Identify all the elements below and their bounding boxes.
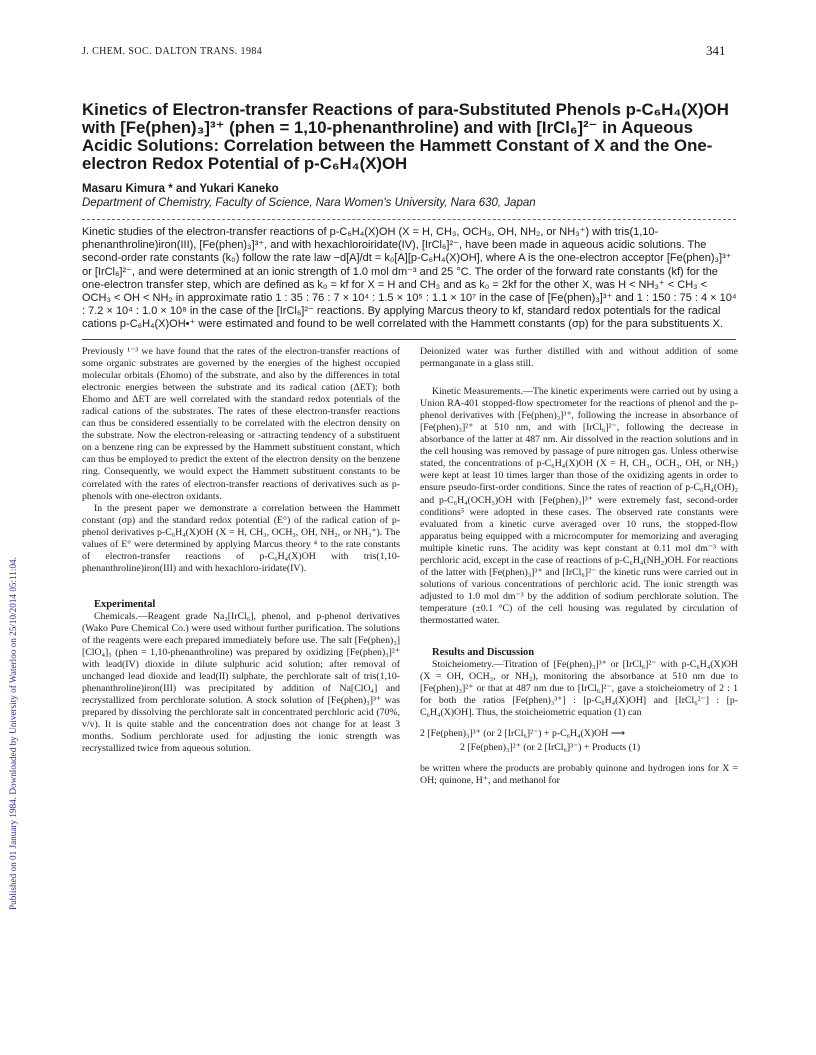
authors: Masaru Kimura * and Yukari Kaneko	[82, 183, 279, 195]
journal-header: J. CHEM. SOC. DALTON TRANS. 1984	[82, 46, 263, 57]
equation-line-1: 2 [Fe(phen)₃]³⁺ (or 2 [IrCl₆]²⁻) + p-C₆H₄(X)OH ⟶	[420, 728, 625, 740]
after-equation-paragraph: be written where the products are probably quinone and hydrogen ions for X = OH; quinone, H⁺, and methanol for	[420, 763, 738, 787]
article-title: Kinetics of Electron-transfer Reactions of para-Substituted Phenols p-C₆H₄(X)OH with [Fe(phen)₃]³⁺ (phen = 1,10-phenanthroline) and with [IrCl₆]²⁻ in Aqueous Acidic Solutions: Correlation between the Hammett Constant of X and the One-electron Redox Potential of p-C₆H₄(X)OH	[82, 100, 729, 173]
intro-paragraph-1: Previously ¹⁻³ we have found that the rates of the electron-transfer reactions of some organic substrates are governed by the energies of the highest occupied molecular orbitals (Ehomo) of the substrate, and also by the differences in total electronic energies between the substrate and its radical cation (ΔET); both Ehomo and ΔET are well correlated with the standard redox potentials of the radical cations of the substrates. The rates of these electron-transfer reactions can thus be considered essentially to be correlated with the electron density on the substrate. Now the electron-releasing or -attracting tendency of a substituent on a benzene ring can be expressed by the Hammett substituent constant, which can thus be employed to predict the extent of the electron density on the benzene ring. Consequently, we would expect the Hammett substituent constants to be correlated with the rates of electron-transfer reactions of derivatives such as p-phenols with one-electron oxidants.	[82, 346, 400, 502]
rule-top	[82, 219, 736, 220]
water-paragraph: Deionized water was further distilled with and without addition of some permanganate in a glass still.	[420, 346, 738, 370]
results-heading: Results and Discussion	[432, 647, 535, 659]
right-column	[420, 346, 738, 787]
kinetic-paragraph: Kinetic Measurements.—The kinetic experiments were carried out by using a Union RA-401 stopped-flow spectrometer for the reactions of phenol and the p-phenol derivatives with [Fe(phen)₃]³⁺, following the increase in absorbance of [Fe(phen)₃]²⁺ at 510 nm, and with [IrCl₆]²⁻, following the decrease in absorbance of the latter at 487 nm. Air dissolved in the reaction solutions and in the cell housing was removed by passage of pure nitrogen gas. Unless otherwise stated, the concentrations of p-C₆H₄(X)OH (X = H, CH₃, OCH₃, OH, or NH₂) were kept at least 10 times larger than those of the oxidizing agents in order to ensure pseudo-first-order conditions. Since the rates of reaction of p-C₆H₄(OH)₂ and p-C₆H₄(OCH₃)OH with [Fe(phen)₃]³⁺ were extremely fast, second-order conditions⁵ were adopted in these cases. The observed rate constants were evaluated from a kinetic curve averaged over 10 runs, the stopped-flow apparatus being equipped with a microcomputer for memorizing and averaging multiple kinetic runs. The acidity was kept constant at 0.11 mol dm⁻³ with perchloric acid, except in the case of reactions of p-C₆H₄(NH₂)OH. For reactions of the latter with [Fe(phen)₃]³⁺ and [IrCl₆]²⁻ the kinetic runs were carried out in solutions of various concentrations of perchloric acid. The ionic strength was adjusted to 1.0 mol dm⁻³ by the addition of sodium perchlorate solution. The temperature (±0.1 °C) of the cell housing was regulated by circulation of thermostatted water.	[420, 386, 738, 626]
left-column	[82, 346, 400, 756]
rule-bottom	[82, 339, 736, 340]
intro-paragraph-2: In the present paper we demonstrate a correlation between the Hammett constant (σp) and the standard redox potential (E°) of the radical cation of p-phenol derivatives p-C₆H₄(X)OH (X = H, CH₃, OCH₃, OH, NH₂, or NH₃⁺). The values of E° were determined by applying Marcus theory ⁴ to the rate constants of electron-transfer reactions of p-C₆H₄(X)OH with tris(1,10-phenanthroline)iron(III) and with hexachloro-iridate(IV).	[82, 502, 400, 574]
equation-1	[420, 727, 738, 755]
abstract: Kinetic studies of the electron-transfer reactions of p-C₆H₄(X)OH (X = H, CH₃, OCH₃, OH, NH₂, or NH₃⁺) with tris(1,10-phenanthroline)iron(III), [Fe(phen)₃]³⁺, and with hexachloroiridate(IV), [IrCl₆]²⁻, have been made in aqueous acidic solutions. The second-order rate constants (k₀) follow the rate law −d[A]/dt = k₀[A][p-C₆H₄(X)OH], where A is the one-electron acceptor [Fe(phen)₃]³⁺ or [IrCl₆]²⁻, and were determined at an ionic strength of 1.0 mol dm⁻³ and 25 °C. The order of the forward rate constants (kf) for the one-electron transfer step, which are defined as k₀ = kf for X = H and CH₃ and as k₀ = 2kf for the other X, was H < NH₃⁺ < CH₃ < OCH₃ < OH < NH₂ in approximate ratio 1 : 35 : 76 : 7 × 10⁴ : 1.5 × 10⁵ : 1.1 × 10⁷ in the case of [Fe(phen)₃]³⁺ and 1 : 150 : 75 : 4 × 10⁴ : 7.2 × 10⁴ : 1.0 × 10⁸ in the case of the [IrCl₆]²⁻ reactions. By applying Marcus theory to kf, standard redox potentials for the radical cations p-C₆H₄(X)OH•⁺ were estimated and found to be well correlated with the Hammett constants (σp) for the para substituents X.	[82, 226, 737, 331]
chemicals-paragraph: Chemicals.—Reagent grade Na₂[IrCl₆], phenol, and p-phenol derivatives (Wako Pure Chemical Co.) were used without further purification. The solutions of the reagents were each prepared immediately before use. The salt [Fe(phen)₃][ClO₄]₃ (phen = 1,10-phenanthroline) was prepared by oxidizing [Fe(phen)₃]²⁺ with lead(IV) dioxide in dilute sulphuric acid solution; after removal of unchanged lead dioxide and lead(II) sulphate, the perchlorate salt of tris(1,10-phenanthroline)iron(III) was precipitated by addition of Na[ClO₄] and recrystallized from perchlorate solution. A stock solution of [Fe(phen)₃]³⁺ was prepared by dissolving the perchlorate salt in concentrated perchloric acid (70%, v/v). It is quite stable and the concentration does not change for at least 3 months. Sodium perchlorate used for adjusting the ionic strength was recrystallized twice from aqueous solution.	[82, 610, 400, 755]
download-notice-link[interactable]: Published on 01 January 1984. Downloaded by University of Waterloo on 25/10/2014 05:11:04.	[8, 557, 18, 910]
equation-line-2: 2 [Fe(phen)₃]²⁺ (or 2 [IrCl₆]³⁻) + Products (1)	[460, 742, 641, 754]
page-number: 341	[706, 43, 726, 58]
department: Department of Chemistry, Faculty of Science, Nara Women's University, Nara 630, Japan	[82, 197, 536, 209]
experimental-heading: Experimental	[94, 598, 156, 610]
stoicheiometry-paragraph: Stoicheiometry.—Titration of [Fe(phen)₃]³⁺ or [IrCl₆]²⁻ with p-C₆H₄(X)OH (X = OH, OCH₃, or NH₂), monitoring the absorbance at 510 nm due to [Fe(phen)₃]²⁺ or that at 487 nm due to [IrCl₆]²⁻, gave a stoicheiometry of 2 : 1 for both the ratios [Fe(phen)₃³⁺] : [p-C₆H₄(X)OH] and [IrCl₆²⁻] : [p-C₆H₄(X)OH]. Thus, the stoicheiometric equation (1) can	[420, 659, 738, 719]
